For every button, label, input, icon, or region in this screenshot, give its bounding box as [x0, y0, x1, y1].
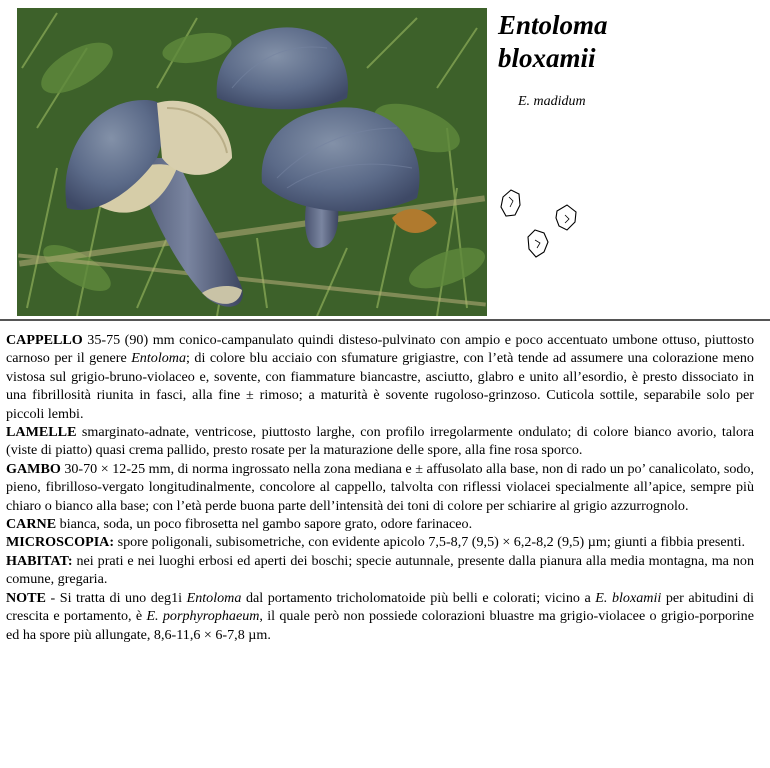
paragraph-cappello — [6, 331, 754, 423]
section-divider — [0, 319, 770, 321]
species-title — [498, 9, 758, 75]
text-note-species-1: E. bloxamii — [595, 589, 662, 606]
mushroom-photo-illustration — [17, 8, 487, 316]
spore-outline — [556, 205, 576, 230]
paragraph-habitat — [6, 552, 754, 589]
label-microscopia: MICROSCOPIA: — [6, 534, 115, 551]
text-lamelle: smarginato-adnate, ventricose, piuttosto larghe, con profilo irregolarmente ondulato; di colore bianco avorio, talora (viste di piatto) quasi crema pallido, presto rosate per la maturazione delle spore, alla fine rosa sporco. — [6, 424, 754, 459]
label-cappello: CAPPELLO — [6, 332, 83, 348]
text-gambo: 30-70 × 12-25 mm, di norma ingrossato nella zona mediana e ± affusolato alla base, non di rado un po’ canalicolato, sodo, pieno, fibrilloso-vergato longitudinalmente, concolore al cappello, talvolta con riflessi violacei specialmente all’apice, sempre più chiaro o bianco alla base; con l’età perde buona parte dell’intensità dei toni di colore per schiarire al grigio azzurrognolo. — [6, 460, 754, 514]
spore-outline — [501, 190, 520, 216]
label-carne: CARNE — [6, 516, 57, 533]
paragraph-microscopia — [6, 533, 754, 551]
text-note-3: per abitudini di crescita e portamento, è — [6, 589, 755, 625]
mushroom-photo — [17, 8, 487, 316]
spore-outline — [535, 240, 540, 248]
text-note-species-2: E. porphyrophaeum — [146, 608, 260, 625]
spore-outline — [509, 197, 513, 207]
text-cappello-1: 35-75 (90) mm conico-campanulato quindi disteso-pulvinato con ampio e poco accentuato umbone ottuso, piuttosto carnoso per il genere — [6, 332, 754, 367]
label-gambo: GAMBO — [6, 460, 61, 477]
species-title-epithet: bloxamii — [498, 43, 596, 73]
label-lamelle: LAMELLE — [6, 424, 77, 441]
spore-outline — [565, 215, 569, 223]
text-note-2: dal portamento tricholomatoide più belli e colorati; vicino a — [241, 589, 596, 606]
paragraph-gambo — [6, 460, 754, 515]
label-note: NOTE — [6, 589, 46, 606]
paragraph-lamelle — [6, 423, 754, 460]
spore-drawings — [495, 185, 590, 265]
paragraph-note — [6, 589, 754, 644]
text-note-1: - Si tratta di uno deg1i — [45, 589, 187, 606]
text-microscopia: spore poligonali, subisometriche, con evidente apicolo 7,5-8,7 (9,5) × 6,2-8,2 (9,5) µm; giunti a fibbia presenti. — [114, 534, 746, 551]
species-synonym: E. madidum — [518, 94, 586, 109]
paragraph-carne — [6, 515, 754, 533]
species-description — [6, 331, 754, 644]
species-title-genus: Entoloma — [498, 10, 608, 40]
text-carne: bianca, soda, un poco fibrosetta nel gambo sapore grato, odore farinaceo. — [56, 516, 473, 533]
text-note-4: , il quale però non possiede colorazioni bluastre ma grigio-violacee o grigio-porporine ed ha spore più allungate, 8,6-11,6 × 6-7,8 µm. — [6, 608, 754, 643]
text-habitat: nei prati e nei luoghi erbosi ed aperti dei boschi; specie autunnale, presente dalla pianura alla media montagna, ma non comune, gregaria. — [6, 552, 754, 588]
text-cappello-genus: Entoloma — [131, 350, 187, 367]
text-note-genus: Entoloma — [186, 589, 242, 606]
spore-outline — [528, 230, 548, 257]
label-habitat: HABITAT: — [6, 552, 73, 569]
text-cappello-2: ; di colore blu acciaio con sfumature grigiastre, con l’età tende ad assumere una colorazione meno vistosa sul grigio-bruno-violaceo e, sovente, con fiammature biancastre, asciutto, glabro e unito all’esordio, è presto dissociato in una fibrillosità riunita in fasci, alla fine ± rimoso; a maturità è sovente rugoloso-grinzoso. Cuticola sottile, separabile solo per piccoli lembi. — [6, 350, 754, 422]
